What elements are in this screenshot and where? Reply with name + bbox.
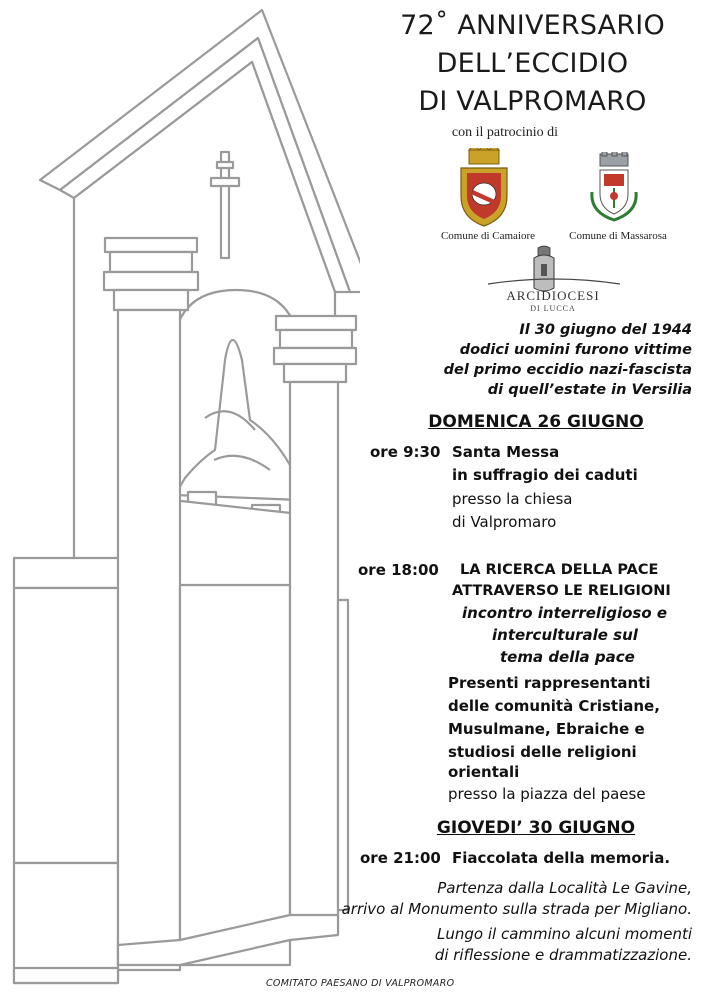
title-line-1: 72˚ ANNIVERSARIO [400, 10, 665, 41]
event2-desc-line1: incontro interreligioso e [462, 604, 668, 622]
event1-place-line2: di Valpromaro [452, 513, 557, 531]
title-line-3: DI VALPROMARO [418, 86, 647, 117]
event1-time: ore 9:30 [370, 443, 441, 461]
event1-title-line1: Santa Messa [452, 443, 560, 461]
event3-title: Fiaccolata della memoria. [452, 849, 671, 867]
event3-detail-line4: di riflessione e drammatizzazione. [434, 946, 692, 964]
event2-title-line2: ATTRAVERSO LE RELIGIONI [452, 583, 671, 599]
patron-intro: con il patrocinio di [451, 125, 559, 140]
event2-title-line1: LA RICERCA DELLA PACE [460, 562, 659, 578]
camaiore-crest-icon [455, 148, 513, 228]
event3-detail-line3: Lungo il cammino alcuni momenti [437, 925, 692, 943]
intro-line-4: di quell’estate in Versilia [487, 382, 692, 398]
event2-place: presso la piazza del paese [448, 785, 646, 803]
event2-desc-line3: tema della pace [500, 648, 635, 666]
intro-line-1: Il 30 giugno del 1944 [519, 322, 692, 338]
intro-line-2: dodici uomini furono vittime [459, 342, 692, 358]
intro-line-3: del primo eccidio nazi-fascista [443, 362, 692, 378]
arcidiocesi-logo-text: ARCIDIOCESI [506, 288, 600, 303]
event2-present-line5: orientali [448, 763, 520, 781]
event3-detail-line2: arrivo al Monumento sulla strada per Migliano. [341, 900, 692, 918]
footer-committee: COMITATO PAESANO DI VALPROMARO [266, 978, 455, 989]
day1-title: DOMENICA 26 GIUGNO [428, 412, 644, 432]
event3-time: ore 21:00 [360, 849, 441, 867]
event1-place-line1: presso la chiesa [452, 490, 573, 508]
camaiore-label: Comune di Camaiore [440, 230, 536, 242]
event2-desc-line2: interculturale sul [492, 626, 638, 644]
event2-present-line1: Presenti rappresentanti [448, 674, 651, 692]
event2-present-line2: delle comunità Cristiane, [448, 697, 660, 715]
title-line-2: DELL’ECCIDIO [436, 48, 629, 79]
arcidiocesi-logo-sub: DI LUCCA [530, 304, 576, 313]
event2-present-line3: Musulmane, Ebraiche e [448, 720, 645, 738]
event2-time: ore 18:00 [358, 561, 439, 579]
event3-detail-line1: Partenza dalla Località Le Gavine, [437, 879, 692, 897]
day2-title: GIOVEDI’ 30 GIUGNO [436, 818, 636, 838]
massarosa-label: Comune di Massarosa [569, 230, 667, 242]
event1-title-line2: in suffragio dei caduti [452, 466, 638, 484]
event2-present-line4: studiosi delle religioni [448, 743, 637, 761]
massarosa-crest-icon [588, 152, 640, 224]
